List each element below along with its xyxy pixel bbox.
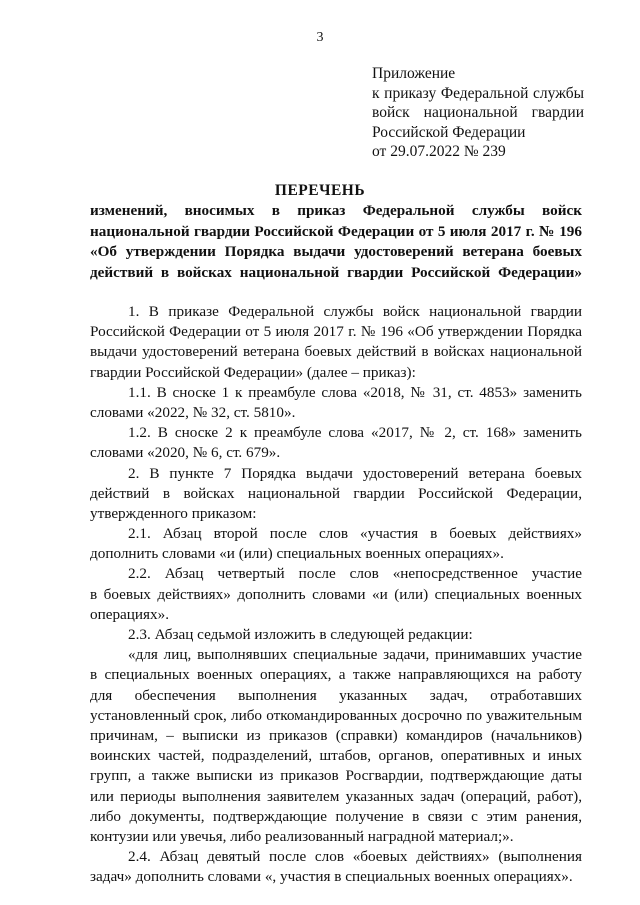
body-line: 1. В приказе Федеральной службы войск национальной гвардии bbox=[128, 303, 582, 320]
body-line: или периоды выполнения заявителем указанных задач (операций, работ), bbox=[90, 787, 582, 805]
body-line: выдачи удостоверений ветерана боевых действий в войсках национальной bbox=[90, 343, 582, 361]
body-line: действий в войсках национальной гвардии Российской Федерации, bbox=[90, 484, 582, 502]
body-line: словами «2020, № 6, ст. 679». bbox=[90, 444, 281, 462]
body-line: воинских частей, подразделений, штабов, органов, оперативных и иных bbox=[90, 747, 582, 765]
body-line: групп, а также выписки из приказов Росгвардии, подтверждающие даты bbox=[90, 767, 582, 785]
body-line: словами «2022, № 32, ст. 5810». bbox=[90, 403, 296, 421]
appendix-line: Российской Федерации bbox=[372, 123, 526, 141]
body-line: 1.2. В сноске 2 к преамбуле слова «2017, № 2, ст. 168» заменить bbox=[128, 424, 582, 442]
body-line: 2.2. Абзац четвертый после слов «непосредственное участие bbox=[128, 565, 582, 583]
body-line: утвержденного приказом: bbox=[90, 504, 257, 522]
subtitle-line: «Об утверждении Порядка выдачи удостоверений ветерана боевых bbox=[90, 243, 582, 260]
appendix-line: к приказу Федеральной службы bbox=[372, 84, 584, 102]
body-line: гвардии Российской Федерации» (далее – приказ): bbox=[90, 363, 416, 381]
body-line: 2.3. Абзац седьмой изложить в следующей редакции: bbox=[128, 626, 473, 643]
body-line: либо документы, подтверждающие получение в связи с этим ранения, bbox=[90, 807, 582, 825]
page-number: 3 bbox=[316, 30, 324, 45]
body-line: контузии или увечья, либо реализованный наградной материал;». bbox=[90, 827, 514, 845]
body-line: Российской Федерации от 5 июля 2017 г. № 196 «Об утверждении Порядка bbox=[90, 323, 582, 341]
appendix-line: войск национальной гвардии bbox=[372, 104, 584, 121]
document-title: ПЕРЕЧЕНЬ bbox=[274, 182, 366, 199]
body-line: в боевых действиях» дополнить словами «и (или) специальных военных bbox=[90, 585, 582, 603]
body-line: дополнить словами «и (или) специальных военных операциях». bbox=[90, 545, 504, 563]
body-line: 2.4. Абзац девятый после слов «боевых действиях» (выполнения bbox=[128, 848, 582, 866]
body-line: 2.1. Абзац второй после слов «участия в боевых действиях» bbox=[128, 525, 582, 543]
document-subtitle bbox=[90, 201, 582, 283]
body-line: «для лиц, выполнявших специальные задачи, принимавших участие bbox=[128, 646, 582, 664]
body-line: задач» дополнить словами «, участия в специальных военных операциях». bbox=[90, 868, 573, 886]
body-line: причинам, – выписки из приказов (справки) командиров (начальников) bbox=[90, 726, 582, 744]
body-line: 2. В пункте 7 Порядка выдачи удостоверений ветерана боевых bbox=[128, 464, 582, 482]
appendix-block bbox=[372, 64, 584, 162]
appendix-line: Приложение bbox=[372, 65, 456, 82]
body-line: операциях». bbox=[90, 605, 170, 623]
body-line: в специальных военных операциях, а также направляющихся на работу bbox=[90, 666, 582, 684]
body-line: для обеспечения выполнения указанных задач, отработавших bbox=[90, 686, 582, 704]
subtitle-line: изменений, вносимых в приказ Федеральной службы войск bbox=[90, 202, 582, 219]
subtitle-line: действий в войсках национальной гвардии Российской Федерации» bbox=[90, 263, 582, 281]
appendix-line: от 29.07.2022 № 239 bbox=[372, 143, 506, 160]
body-line: 1.1. В сноске 1 к преамбуле слова «2018, № 31, ст. 4853» заменить bbox=[128, 383, 582, 401]
subtitle-line: национальной гвардии Российской Федерации от 5 июля 2017 г. № 196 bbox=[90, 222, 582, 240]
document-body bbox=[90, 302, 582, 887]
body-line: установленный срок, либо откомандированных досрочно по уважительным bbox=[90, 706, 582, 724]
